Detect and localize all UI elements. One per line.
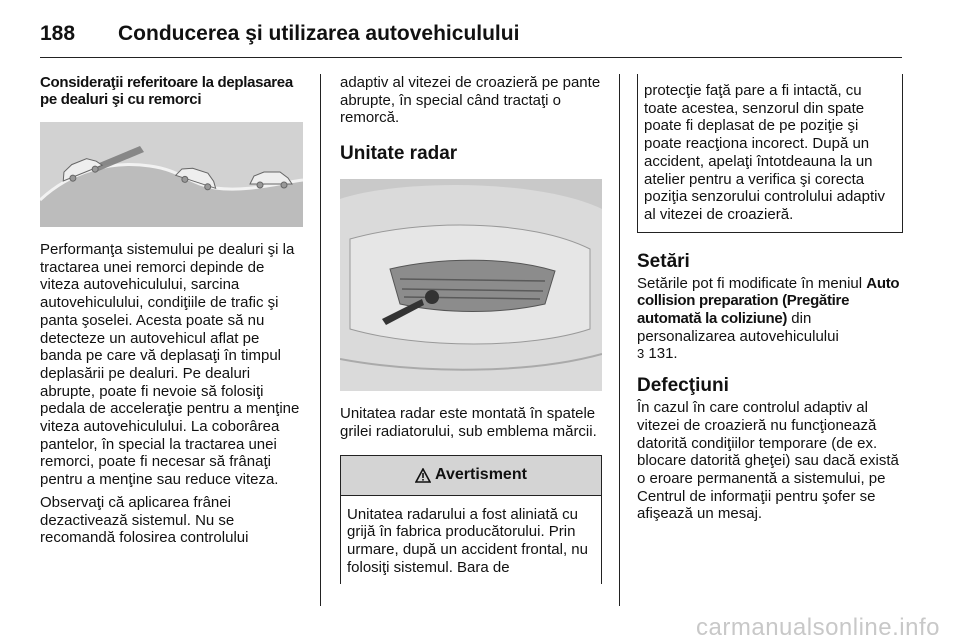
watermark: carmanualsonline.info <box>696 614 940 641</box>
settings-heading: Setări <box>637 250 690 272</box>
column-left <box>40 74 305 552</box>
page-number: 188 <box>40 22 76 45</box>
column-middle <box>340 74 603 584</box>
brake-paragraph: Observaţi că aplicarea frânei dezactivează sistemul. Nu se recomandă folosirea controlului <box>40 493 249 547</box>
warning-triangle-icon <box>415 468 431 483</box>
continued-paragraph: adaptiv al vitezei de croazieră pe pante abrupte, în special când tractaţi o remorcă. <box>340 74 601 127</box>
car-front-radar-image <box>340 179 602 391</box>
radar-paragraph: Unitatea radar este montată în spatele grilei radiatorului, sub emblema mărcii. <box>340 405 597 440</box>
settings-menu-name: Auto collision preparation (Pregătire automată la coliziune) <box>637 274 900 328</box>
settings-text: Setările pot fi modificate în meniul <box>637 274 863 292</box>
hills-cars-image <box>40 122 303 227</box>
page-title: Conducerea şi utilizarea autovehiculului <box>118 22 520 45</box>
page-header <box>40 14 920 58</box>
warning-continuation-text: protecţie faţă pare a fi intactă, cu toate acestea, senzorul din spate poate fi deplasat de pe poziţie şi poate reacţiona incorect. După un accident, apelaţi întotdeauna la un atelier pentru a verifica şi corecta poziţia senzorului controlului adaptiv al vitezei de croazieră. <box>644 82 885 223</box>
warning-title: Avertisment <box>435 466 527 484</box>
column-divider <box>619 74 620 606</box>
hills-paragraph: Performanţa sistemului pe dealuri şi la tractarea unei remorci depinde de viteza autovehiculului, sarcina autovehiculului, condiţiile de trafic şi panta şoselei. Acesta poate să nu detecteze un autovehicul aflat pe banda pe care vă deplasaţi în timpul deplasării pe dealuri. Pe dealuri abrupte, poate fi nevoie să folosiţi pedala de acceleraţie pentru a menţine viteza autovehiculului. La coborârea pantelor, în special la tractarea unei remorci, poate fi necesar să frânaţi pentru a menţine sau reduce viteza. <box>40 241 300 489</box>
settings-text-continued: din personalizarea autovehiculului <box>637 310 839 345</box>
page-reference-icon: 3 <box>637 346 645 362</box>
warning-header <box>341 456 601 496</box>
column-right <box>637 74 903 528</box>
radar-illustration <box>340 179 602 391</box>
header-divider <box>40 57 902 58</box>
hills-illustration <box>40 122 303 227</box>
page-reference: 131. <box>648 345 678 363</box>
faults-paragraph: În cazul în care controlul adaptiv al vitezei de croazieră nu funcţionează datorită condiţiilor temporare (de ex. blocare datorită gheţei) sau dacă există o eroare permanentă a sistemului, pe Centrul de informaţii pentru şofer se afişează un mesaj. <box>637 399 899 523</box>
settings-paragraph <box>637 275 903 364</box>
warning-box <box>340 455 602 585</box>
faults-heading: Defecţiuni <box>637 375 729 397</box>
column-divider <box>320 74 321 606</box>
radar-heading: Unitate radar <box>340 143 458 165</box>
warning-text: Unitatea radarului a fost aliniată cu grijă în fabrica producătorului. Prin urmare, după un accident frontal, nu folosiţi sistemul. Bara de <box>347 505 588 576</box>
warning-continuation-box <box>637 74 903 233</box>
hills-subheading: Consideraţii referitoare la deplasarea pe dealuri şi cu remorci <box>40 74 293 108</box>
